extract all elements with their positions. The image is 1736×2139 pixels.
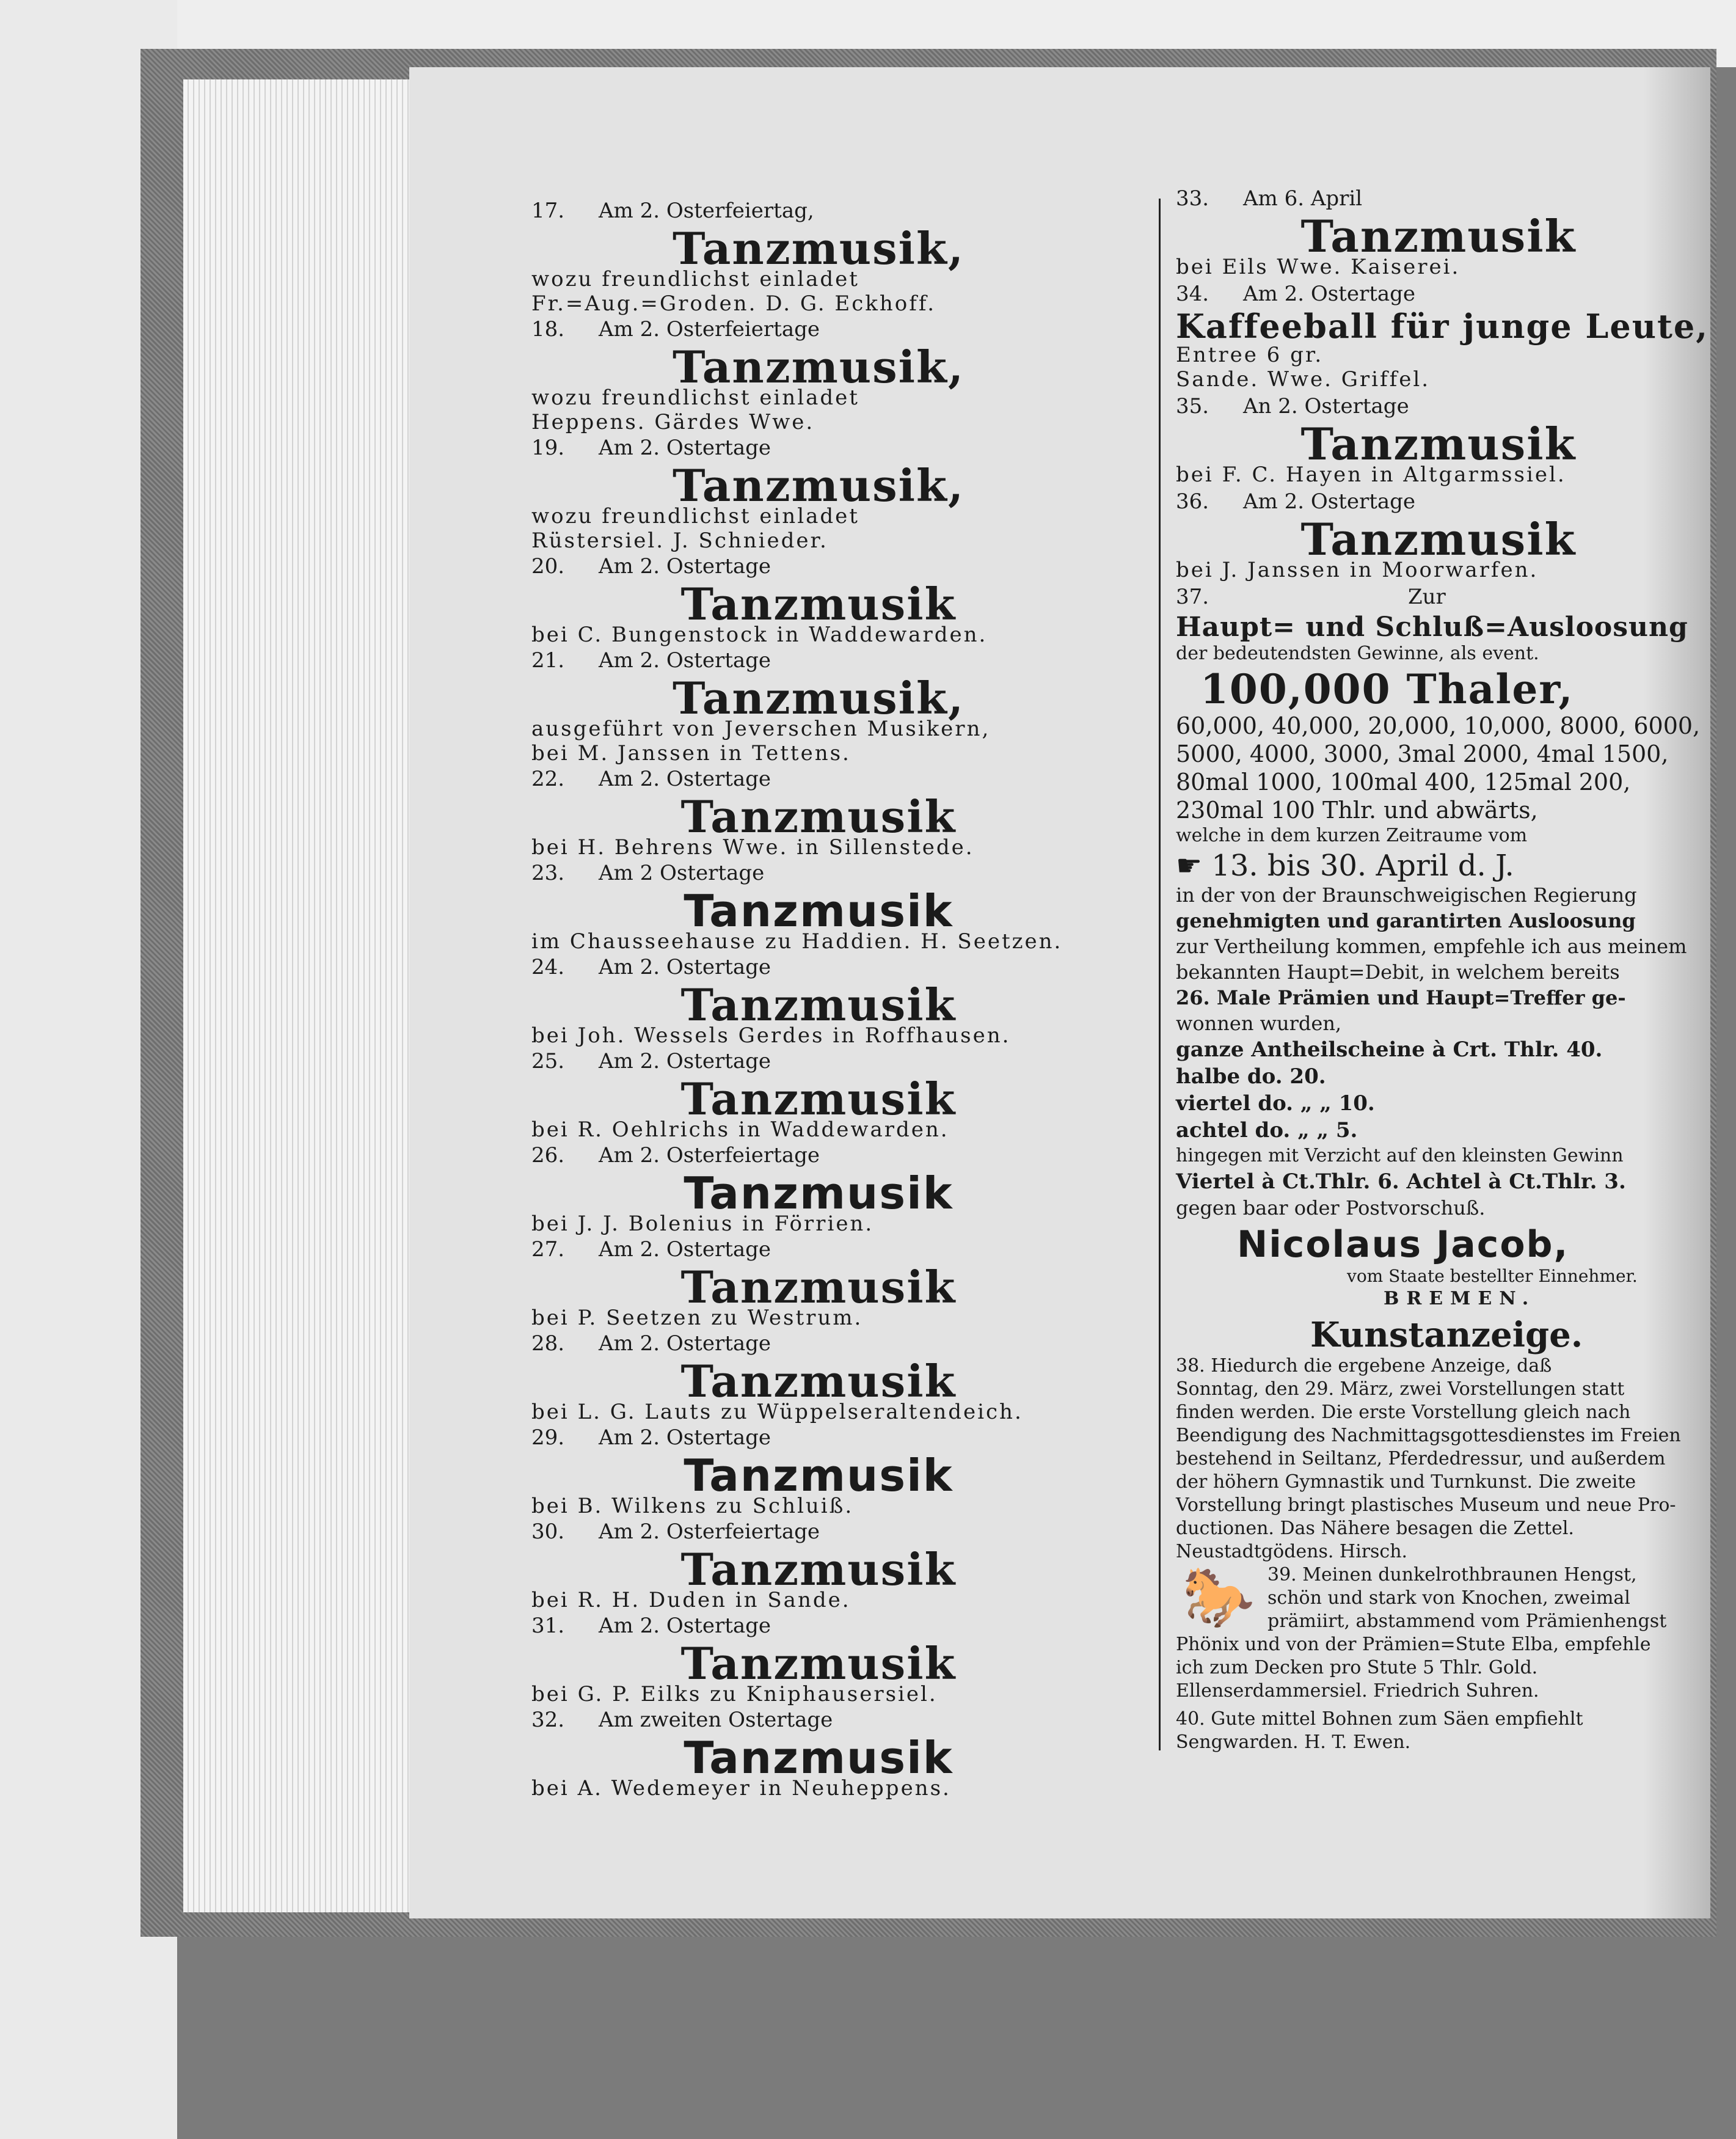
ad-date: Am 6. April	[1243, 186, 1363, 211]
ad-title: Tanzmusik	[684, 1168, 954, 1219]
ad-title: Tanzmusik,	[673, 672, 965, 724]
kunst-line: Beendigung des Nachmittagsgottesdienstes im Freien	[1176, 1425, 1681, 1446]
lottery-text: hingegen mit Verzicht auf den kleinsten Gewinn	[1176, 1145, 1624, 1166]
ad-title: Tanzmusik	[684, 1732, 954, 1783]
lottery-price-row: ganze Antheilscheine à Crt. Thlr. 40.	[1176, 1037, 1603, 1062]
ad-title: Tanzmusik	[1300, 210, 1577, 262]
horse-line: Ellenserdammersiel. Friedrich Suhren.	[1176, 1680, 1539, 1702]
book-page-edges	[183, 79, 415, 1912]
ad-detail-line: bei R. H. Duden in Sande.	[531, 1588, 851, 1612]
ad-number: 33.	[1176, 186, 1209, 211]
ad-number: 18.	[531, 317, 565, 342]
lottery-price-row: halbe do. 20.	[1176, 1064, 1326, 1089]
lottery-text: Viertel à Ct.Thlr. 6. Achtel à Ct.Thlr. 3.	[1176, 1169, 1626, 1194]
ad-title: Tanzmusik	[1300, 418, 1577, 470]
ad-detail-line: bei H. Behrens Wwe. in Sillenstede.	[531, 835, 974, 860]
ad-title: Tanzmusik	[680, 1543, 957, 1595]
lottery-text: 26. Male Prämien und Haupt=Treffer ge-	[1176, 986, 1626, 1009]
ad-date: Am zweiten Ostertage	[599, 1708, 833, 1732]
kunst-title: Kunstanzeige.	[1310, 1315, 1583, 1355]
ad-date: Am 2. Ostertage	[599, 436, 771, 460]
ad-number: 37.	[1176, 585, 1209, 609]
ad-title: Tanzmusik,	[673, 341, 965, 393]
kunst-line: der höhern Gymnastik und Turnkunst. Die zweite	[1176, 1471, 1636, 1493]
kunst-line: 38. Hiedurch die ergebene Anzeige, daß	[1176, 1355, 1552, 1377]
ad-date: Am 2. Ostertage	[599, 1049, 771, 1073]
ad-title: Tanzmusik	[680, 979, 957, 1031]
ad-date: Am 2. Ostertage	[599, 1614, 771, 1638]
kunst-line: Neustadtgödens. Hirsch.	[1176, 1541, 1408, 1562]
ad-title: Tanzmusik	[680, 1637, 957, 1689]
ad-title: Tanzmusik	[680, 1355, 957, 1407]
lottery-city: BREMEN.	[1384, 1288, 1536, 1309]
lottery-prize-list: 230mal 100 Thlr. und abwärts,	[1176, 797, 1538, 824]
ad-number: 29.	[531, 1425, 565, 1450]
ad-date: An 2. Ostertage	[1243, 394, 1409, 419]
ad-title: Tanzmusik,	[673, 459, 965, 511]
ad-detail-line: Entree 6 gr.	[1176, 343, 1324, 367]
beans-line: Sengwarden. H. T. Ewen.	[1176, 1731, 1411, 1753]
ad-number: 19.	[531, 436, 565, 460]
lottery-dates: ☛ 13. bis 30. April d. J.	[1176, 849, 1514, 883]
ad-date: Am 2. Ostertage	[599, 648, 771, 673]
kunst-line: ductionen. Das Nähere besagen die Zettel.	[1176, 1518, 1574, 1539]
ad-detail-line: bei J. Janssen in Moorwarfen.	[1176, 558, 1539, 582]
lottery-headline: Haupt= und Schluß=Ausloosung	[1176, 612, 1688, 643]
ad-detail-line: bei A. Wedemeyer in Neuheppens.	[531, 1776, 951, 1801]
lottery-text: in der von der Braunschweigischen Regierung	[1176, 883, 1637, 907]
ad-number: 21.	[531, 648, 565, 673]
lottery-text: gegen baar oder Postvorschuß.	[1176, 1196, 1486, 1219]
ad-number: 31.	[531, 1614, 565, 1638]
ad-number: 36.	[1176, 489, 1209, 514]
ad-detail-line: bei Eils Wwe. Kaiserei.	[1176, 255, 1461, 279]
ad-detail-line: Heppens. Gärdes Wwe.	[531, 410, 815, 434]
ad-detail-line: bei M. Janssen in Tettens.	[531, 741, 851, 766]
ad-title: Tanzmusik	[680, 1261, 957, 1313]
ad-date: Am 2. Ostertage	[599, 955, 771, 979]
ad-title: Tanzmusik	[680, 1073, 957, 1125]
ad-date: Am 2. Osterfeiertage	[599, 317, 820, 342]
ad-number: 20.	[531, 554, 565, 579]
ad-title: Tanzmusik	[684, 885, 954, 937]
lottery-text: genehmigten und garantirten Ausloosung	[1176, 909, 1636, 932]
lottery-line: vom Staate bestellter Einnehmer.	[1347, 1266, 1638, 1286]
horse-line: Phönix und von der Prämien=Stute Elba, empfehle	[1176, 1634, 1651, 1655]
lottery-prize: 100,000 Thaler,	[1200, 665, 1574, 713]
horse-line: ich zum Decken pro Stute 5 Thlr. Gold.	[1176, 1657, 1538, 1678]
ad-detail-line: bei Joh. Wessels Gerdes in Roffhausen.	[531, 1023, 1011, 1048]
ad-detail-line: bei R. Oehlrichs in Waddewarden.	[531, 1117, 949, 1142]
horse-icon: 🐎	[1182, 1563, 1255, 1631]
ad-number: 28.	[531, 1331, 565, 1356]
ad-number: 27.	[531, 1237, 565, 1262]
ad-detail-line: bei B. Wilkens zu Schluiß.	[531, 1494, 854, 1518]
horse-line: 39. Meinen dunkelrothbraunen Hengst,	[1267, 1564, 1637, 1585]
ad-title: Tanzmusik	[680, 578, 957, 630]
ad-number: 26.	[531, 1143, 565, 1168]
lottery-text: zur Vertheilung kommen, empfehle ich aus meinem	[1176, 935, 1687, 958]
ad-number: 32.	[531, 1708, 565, 1732]
ad-date: Am 2. Ostertage	[599, 1237, 771, 1262]
lottery-line: welche in dem kurzen Zeitraume vom	[1176, 825, 1528, 846]
ad-detail-line: ausgeführt von Jeverschen Musikern,	[531, 717, 991, 741]
lottery-price-row: viertel do. „ „ 10.	[1176, 1091, 1375, 1116]
lottery-prize-list: 60,000, 40,000, 20,000, 10,000, 8000, 6000,	[1176, 712, 1701, 739]
ad-number: 34.	[1176, 282, 1209, 306]
ad-detail-line: Rüstersiel. J. Schnieder.	[531, 528, 828, 553]
ad-detail-line: bei F. C. Hayen in Altgarmssiel.	[1176, 463, 1566, 487]
ad-detail-line: wozu freundlichst einladet	[531, 267, 859, 291]
lottery-price-row: achtel do. „ „ 5.	[1176, 1118, 1358, 1143]
ad-title: Tanzmusik,	[673, 222, 965, 274]
ad-number: 24.	[531, 955, 565, 979]
ad-detail-line: bei G. P. Eilks zu Kniphausersiel.	[531, 1682, 938, 1706]
lottery-firm: Nicolaus Jacob,	[1237, 1223, 1569, 1266]
ad-date: Am 2. Ostertage	[599, 767, 771, 791]
ad-date: Am 2. Osterfeiertage	[599, 1519, 820, 1544]
lottery-text: wonnen wurden,	[1176, 1012, 1342, 1035]
ad-detail-line: Fr.=Aug.=Groden. D. G. Eckhoff.	[531, 291, 936, 316]
ad-title: Tanzmusik	[684, 1450, 954, 1501]
lottery-prize-list: 80mal 1000, 100mal 400, 125mal 200,	[1176, 769, 1631, 795]
ad-number: 17.	[531, 199, 565, 223]
ad-detail-line: wozu freundlichst einladet	[531, 386, 859, 410]
ad-date: Am 2. Ostertage	[599, 1425, 771, 1450]
horse-line: schön und stark von Knochen, zweimal	[1267, 1587, 1630, 1609]
beans-line: 40. Gute mittel Bohnen zum Säen empfiehlt	[1176, 1708, 1583, 1730]
ad-date: Am 2. Ostertage	[599, 554, 771, 579]
ad-detail-line: im Chausseehause zu Haddien. H. Seetzen.	[531, 929, 1063, 954]
kunst-line: finden werden. Die erste Vorstellung gleich nach	[1176, 1402, 1631, 1423]
ad-date: Am 2. Osterfeiertag,	[599, 199, 814, 223]
ad-number: 35.	[1176, 394, 1209, 419]
ad-detail-line: Sande. Wwe. Griffel.	[1176, 367, 1431, 392]
ad-number: 23.	[531, 861, 565, 885]
horse-line: prämiirt, abstammend vom Prämienhengst	[1267, 1611, 1667, 1632]
ad-detail-line: bei P. Seetzen zu Westrum.	[531, 1306, 863, 1330]
ad-title: Tanzmusik	[1300, 513, 1577, 565]
lottery-prize-list: 5000, 4000, 3000, 3mal 2000, 4mal 1500,	[1176, 740, 1669, 767]
kunst-line: bestehend in Seiltanz, Pferdedressur, und außerdem	[1176, 1448, 1666, 1469]
lottery-line: der bedeutendsten Gewinne, als event.	[1176, 643, 1539, 664]
ad-date: Am 2. Osterfeiertage	[599, 1143, 820, 1168]
newspaper-page	[409, 67, 1710, 1918]
ad-detail-line: bei C. Bungenstock in Waddewarden.	[531, 623, 988, 647]
ad-date: Am 2 Ostertage	[599, 861, 765, 885]
ad-detail-line: bei J. J. Bolenius in Förrien.	[531, 1212, 874, 1236]
ad-title: Tanzmusik	[680, 791, 957, 843]
ad-title: Kaffeeball für junge Leute,	[1176, 307, 1709, 346]
ad-date: Am 2. Ostertage	[1243, 489, 1416, 514]
ad-number: 30.	[531, 1519, 565, 1544]
kunst-line: Vorstellung bringt plastisches Museum und neue Pro-	[1176, 1494, 1676, 1516]
ad-number: 22.	[531, 767, 565, 791]
ad-number: 25.	[531, 1049, 565, 1073]
lottery-text: bekannten Haupt=Debit, in welchem bereits	[1176, 960, 1620, 984]
ad-date: Am 2. Ostertage	[1243, 282, 1416, 306]
ad-date: Am 2. Ostertage	[599, 1331, 771, 1356]
lottery-zur: Zur	[1408, 585, 1446, 609]
ad-detail-line: wozu freundlichst einladet	[531, 504, 859, 528]
column-divider	[1159, 199, 1161, 1750]
ad-detail-line: bei L. G. Lauts zu Wüppelseraltendeich.	[531, 1400, 1023, 1424]
kunst-line: Sonntag, den 29. März, zwei Vorstellungen statt	[1176, 1378, 1625, 1400]
